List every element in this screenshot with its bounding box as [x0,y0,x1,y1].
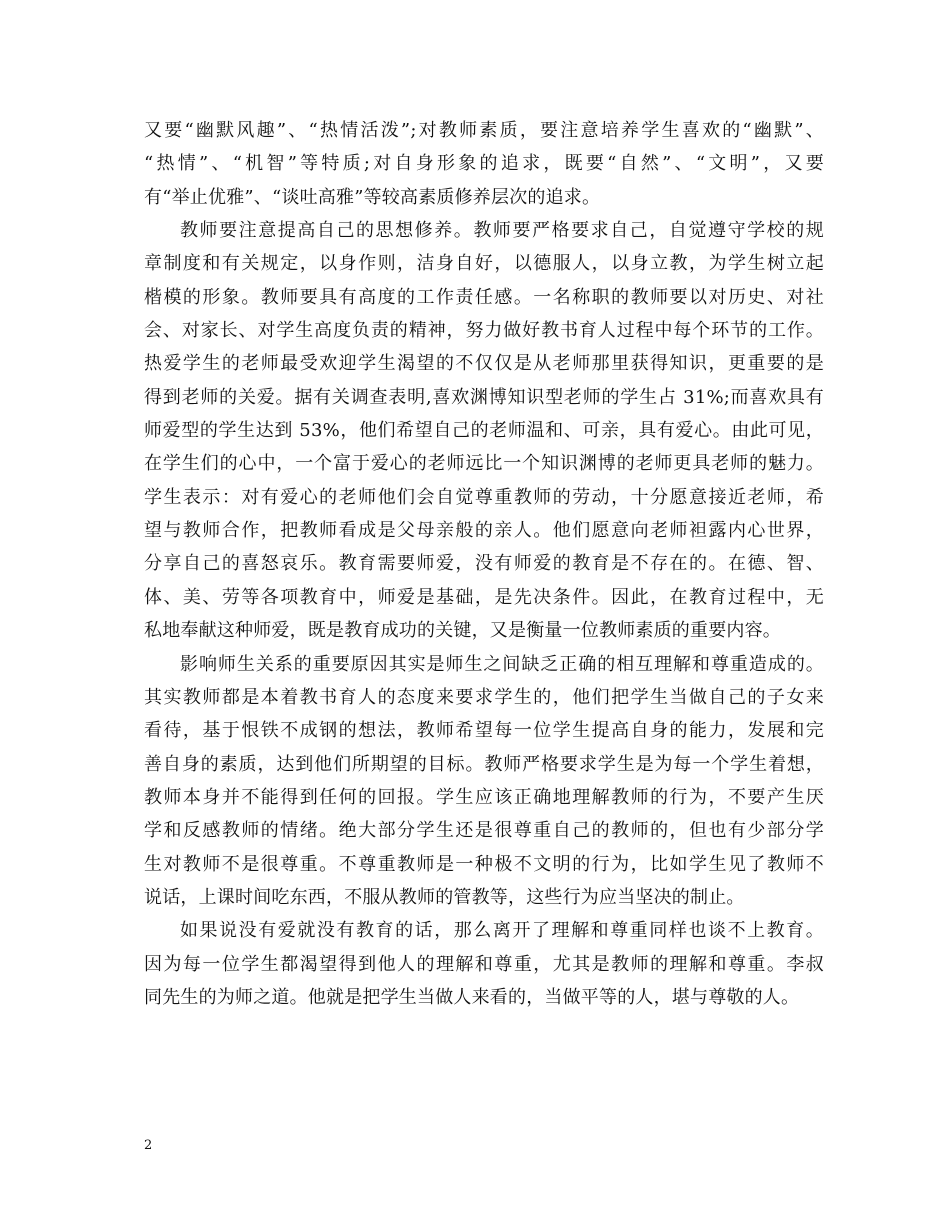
page-number: 2 [144,1138,153,1153]
text-line: 师爱型的学生达到 53%，他们希望自己的老师温和、可亲，具有爱心。由此可见， [144,420,824,442]
text-line: 得到老师的关爱。据有关调查表明,喜欢渊博知识型老师的学生占 31%;而喜欢具有 [144,386,824,408]
paragraph [144,114,824,214]
text-line: 教师要注意提高自己的思想修养。教师要严格要求自己，自觉遵守学校的规 [180,220,824,242]
text-line: “热情”、“机智”等特质;对自身形象的追求，既要“自然”、“文明”，又要 [144,153,824,175]
text-line: 私地奉献这种师爱，既是教育成功的关键，又是衡量一位教师素质的重要内容。 [144,620,781,642]
text-line: 教师本身并不能得到任何的回报。学生应该正确地理解教师的行为，不要产生厌 [144,786,824,808]
text-line: 体、美、劳等各项教育中，师爱是基础，是先决条件。因此，在教育过程中，无 [144,586,824,608]
text-line: 望与教师合作，把教师看成是父母亲般的亲人。他们愿意向老师袒露内心世界， [144,520,824,542]
text-line: 楷模的形象。教师要具有高度的工作责任感。一名称职的教师要以对历史、对社 [144,286,824,308]
text-line: 其实教师都是本着教书育人的态度来要求学生的，他们把学生当做自己的子女来 [144,686,824,708]
text-line: 同先生的为师之道。他就是把学生当做人来看的，当做平等的人，堪与尊敬的人。 [144,986,800,1008]
text-line: 生对教师不是很尊重。不尊重教师是一种极不文明的行为，比如学生见了教师不 [144,853,824,875]
text-line: 有“举止优雅”、“谈吐高雅”等较高素质修养层次的追求。 [144,186,601,208]
text-line: 看待，基于恨铁不成钢的想法，教师希望每一位学生提高自身的能力，发展和完 [144,720,824,742]
text-line: 分享自己的喜怒哀乐。教育需要师爱，没有师爱的教育是不存在的。在德、智、 [144,553,824,575]
text-line: 学生表示：对有爱心的老师他们会自觉尊重教师的劳动，十分愿意接近老师，希 [144,486,824,508]
text-line: 在学生们的心中，一个富于爱心的老师远比一个知识渊博的老师更具老师的魅力。 [144,453,824,475]
paragraph [144,648,824,915]
text-line: 说话，上课时间吃东西，不服从教师的管教等，这些行为应当坚决的制止。 [144,886,745,908]
text-line: 学和反感教师的情绪。绝大部分学生还是很尊重自己的教师的，但也有少部分学 [144,820,824,842]
text-line: 如果说没有爱就没有教育的话，那么离开了理解和尊重同样也谈不上教育。 [180,920,824,942]
text-line: 又要“幽默风趣”、“热情活泼”;对教师素质，要注意培养学生喜欢的“幽默”、 [144,120,824,141]
text-line: 影响师生关系的重要原因其实是师生之间缺乏正确的相互理解和尊重造成的。 [180,653,824,675]
text-line: 章制度和有关规定，以身作则，洁身自好，以德服人，以身立教，为学生树立起 [144,253,824,275]
paragraph [144,214,824,647]
body-text [144,114,824,1014]
text-line: 因为每一位学生都渴望得到他人的理解和尊重，尤其是教师的理解和尊重。李叔 [144,953,824,975]
text-line: 善自身的素质，达到他们所期望的目标。教师严格要求学生是为每一个学生着想， [144,753,824,775]
text-line: 会、对家长、对学生高度负责的精神，努力做好教书育人过程中每个环节的工作。 [144,320,824,342]
text-line: 热爱学生的老师最受欢迎学生渴望的不仅仅是从老师那里获得知识，更重要的是 [144,353,824,375]
paragraph [144,914,824,1014]
